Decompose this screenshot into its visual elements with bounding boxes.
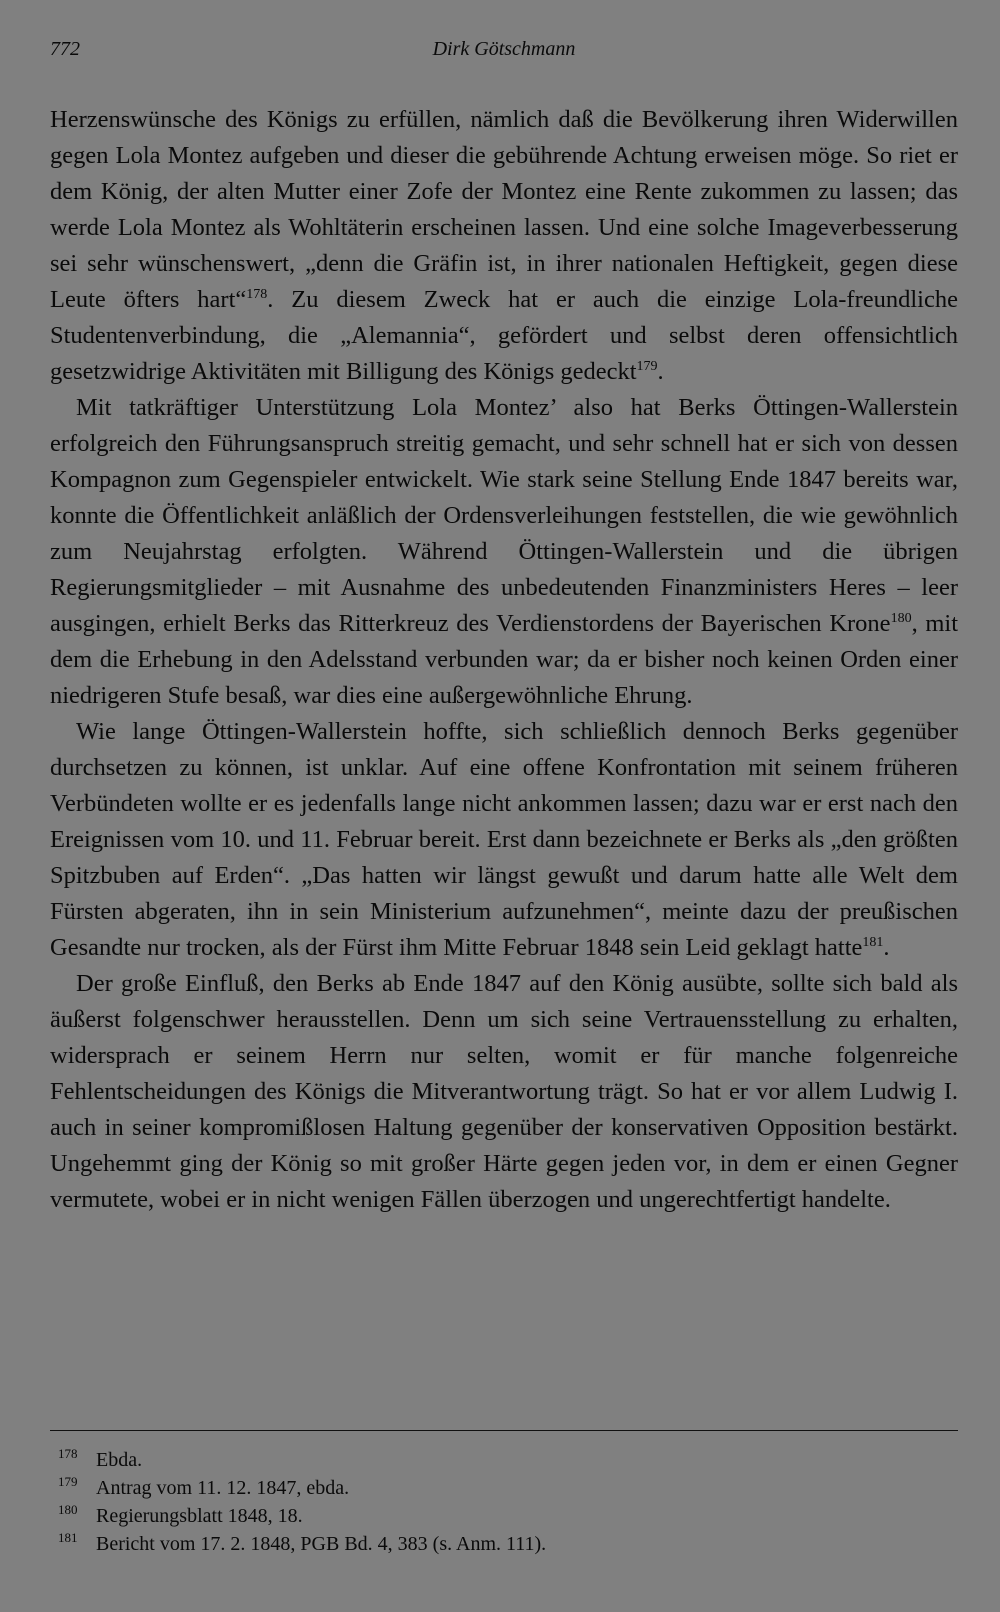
running-head: [50, 38, 958, 68]
footnote-number: 181: [58, 1530, 78, 1545]
footnotes: [58, 1446, 938, 1558]
footnote-180: [58, 1502, 938, 1530]
paragraph-4: [50, 966, 958, 1218]
paragraph-1-text-c: .: [657, 358, 664, 385]
paragraph-3-text-a: Wie lange Öttingen-Wallerstein hoffte, sich schließlich dennoch Berks gegenüber durchsetzen zu können, ist unklar. Auf eine offene Konfrontation mit seinem früheren Verbündeten wollte er es jedenfalls lange nicht ankommen lassen; dazu war er erst nach den Ereignissen vom 10. und 11. Februar bereit. Erst dann bezeichnete er Berks als „den größten Spitzbuben auf Erden“. „Das hatten wir längst gewußt und darum hatte alle Welt dem Fürsten abgeraten, ihn in sein Ministerium aufzunehmen“, meinte dazu der preußischen Gesandte nur trocken, als der Fürst ihm Mitte Februar 1848 sein Leid geklagt hatte: [50, 718, 958, 961]
footnote-ref-180: 180: [890, 611, 912, 626]
footnote-text: Regierungsblatt 1848, 18.: [96, 1505, 303, 1527]
footnote-179: [58, 1474, 938, 1502]
footnote-ref-179: 179: [636, 359, 658, 374]
paragraph-1-text-a: Herzenswünsche des Königs zu erfüllen, nämlich daß die Bevölkerung ihren Widerwillen gegen Lola Montez aufgeben und dieser die gebührende Achtung erweisen möge. So riet er dem König, der alten Mutter einer Zofe der Montez eine Rente zukommen zu lassen; das werde Lola Montez als Wohltäterin erscheinen lassen. Und eine solche Imageverbesserung sei sehr wünschenswert, „denn die Gräfin ist, in ihrer nationalen Heftigkeit, gegen diese Leute öfters hart“: [50, 106, 958, 313]
running-head-author: Dirk Götschmann: [432, 38, 576, 60]
footnote-number: 178: [58, 1446, 78, 1461]
paragraph-2-text-b: , mit dem die Erhebung in den Adelsstand verbunden war; da er bisher noch keinen Orden einer niedrigeren Stufe besaß, war dies eine außergewöhnliche Ehrung.: [50, 610, 959, 709]
paragraph-2: [50, 390, 958, 714]
paragraph-1: [50, 102, 958, 390]
footnote-number: 180: [58, 1502, 78, 1517]
footnote-ref-181: 181: [862, 935, 884, 950]
paragraph-3-text-b: .: [883, 934, 890, 961]
footnote-178: [58, 1446, 938, 1474]
footnote-text: Bericht vom 17. 2. 1848, PGB Bd. 4, 383 (s. Anm. 111).: [96, 1533, 547, 1555]
footnote-number: 179: [58, 1474, 78, 1489]
paragraph-2-text-a: Mit tatkräftiger Unterstützung Lola Montez’ also hat Berks Öttingen-Wallerstein erfolgreich den Führungsanspruch streitig gemacht, und sehr schnell hat er sich von dessen Kompagnon zum Gegenspieler entwickelt. Wie stark seine Stellung Ende 1847 bereits war, konnte die Öffentlichkeit anläßlich der Ordensverleihungen feststellen, die wie gewöhnlich zum Neujahrstag erfolgten. Während Öttingen-Wallerstein und die übrigen Regierungsmitglieder – mit Ausnahme des unbedeutenden Finanzministers Heres – leer ausgingen, erhielt Berks das Ritterkreuz des Verdienstordens der Bayerischen Krone: [50, 394, 958, 637]
footnote-divider: [50, 1430, 958, 1431]
footnote-ref-178: 178: [246, 287, 268, 302]
main-text: [50, 102, 958, 1218]
paragraph-1-text-b: . Zu diesem Zweck hat er auch die einzige Lola-freundliche Studentenverbindung, die „Alemannia“, gefördert und selbst deren offensichtlich gesetzwidrige Aktivitäten mit Billigung des Königs gedeckt: [50, 286, 958, 385]
footnote-text: Ebda.: [96, 1449, 143, 1471]
paragraph-4-text-a: Der große Einfluß, den Berks ab Ende 1847 auf den König ausübte, sollte sich bald als äußerst folgenschwer herausstellen. Denn um sich seine Vertrauensstellung zu erhalten, widersprach er seinem Herrn nur selten, womit er für manche folgenreiche Fehlentscheidungen des Königs die Mitverantwortung trägt. So hat er vor allem Ludwig I. auch in seiner kompromißlosen Haltung gegenüber der konservativen Opposition bestärkt. Ungehemmt ging der König so mit großer Härte gegen jeden vor, in dem er einen Gegner vermutete, wobei er in nicht wenigen Fällen überzogen und ungerechtfertigt handelte.: [50, 970, 958, 1213]
paragraph-3: [50, 714, 958, 966]
page-number: 772: [50, 38, 80, 60]
footnote-text: Antrag vom 11. 12. 1847, ebda.: [96, 1477, 350, 1499]
footnote-181: [58, 1530, 938, 1558]
